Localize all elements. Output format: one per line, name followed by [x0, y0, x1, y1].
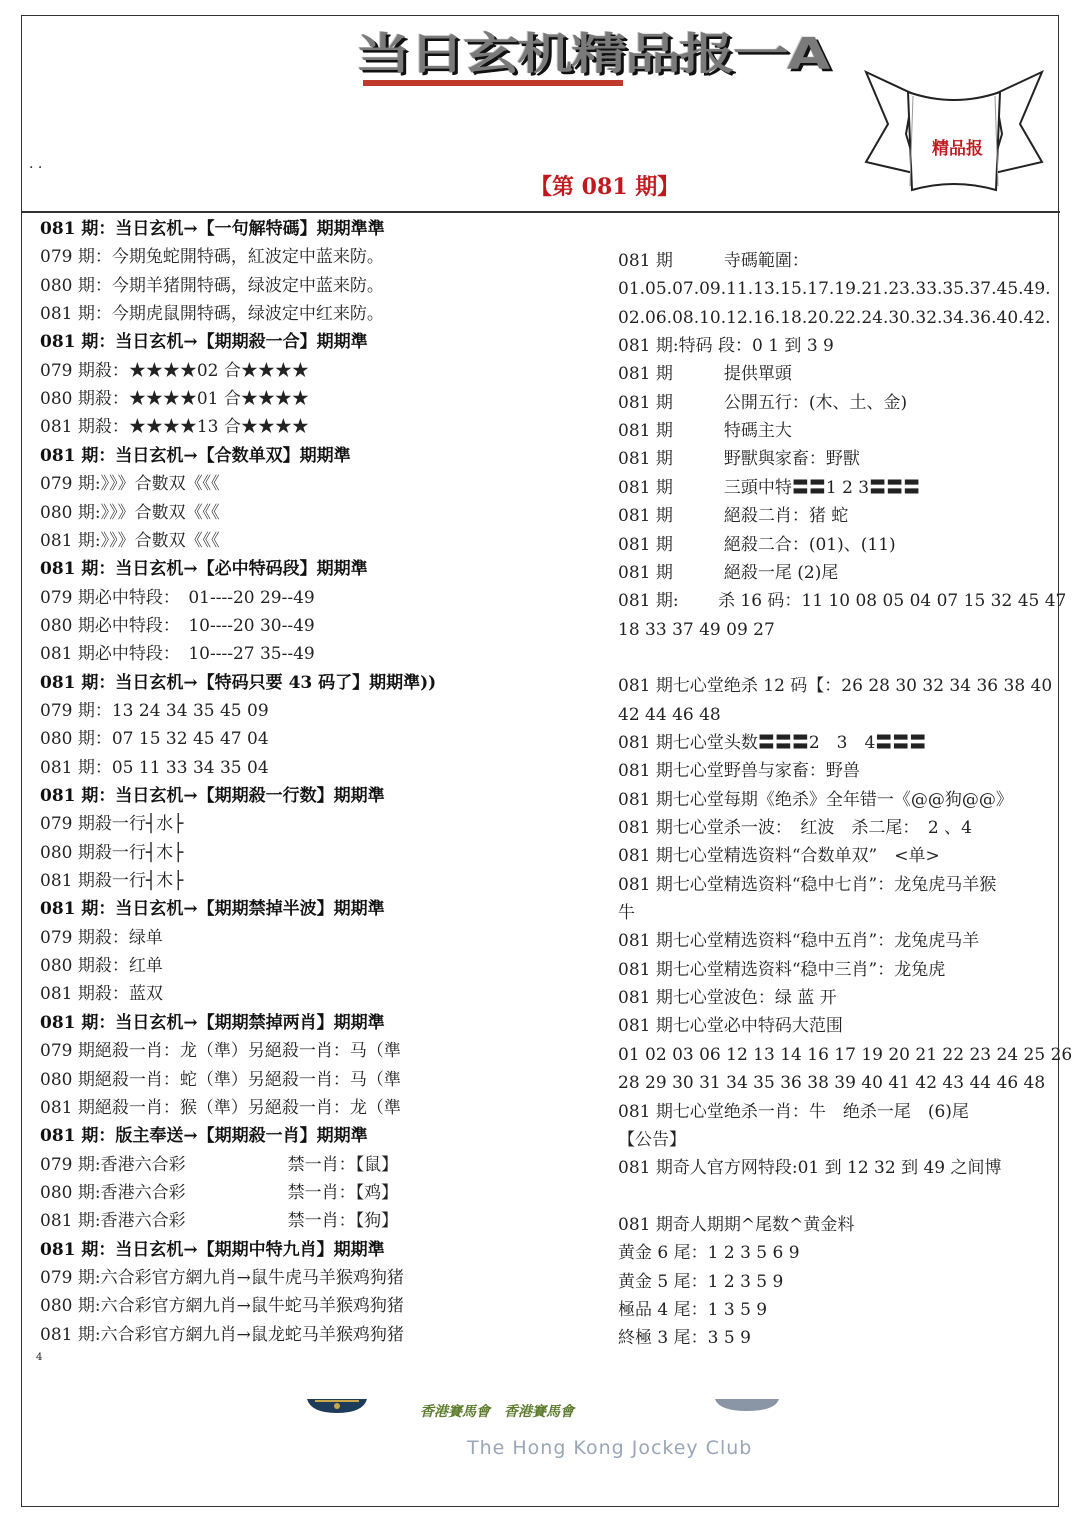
list-item: 牛 — [618, 903, 635, 924]
list-item: 080 期：07 15 32 45 47 04 — [40, 729, 269, 750]
list-item: 黄金 6 尾：1 2 3 5 6 9 — [618, 1243, 800, 1264]
list-item: 079 期:》》》合數双《《《 — [40, 474, 220, 495]
list-item: 081 期:六合彩官方網九肖→鼠龙蛇马羊猴鸡狗猪 — [40, 1324, 404, 1345]
list-item: 081 期殺：★★★★13 合★★★★ — [40, 417, 309, 438]
list-item: 081 期 野獸與家畜：野獸 — [618, 449, 860, 470]
page-title: 当日玄机精品报一A — [355, 29, 829, 81]
list-item: 079 期殺：绿单 — [40, 927, 163, 948]
list-item: 終極 3 尾：3 5 9 — [618, 1328, 751, 1349]
list-item: 081 期七心堂精选资料“稳中五肖”：龙兔虎马羊 — [618, 931, 980, 952]
jockey-club-logo-left-icon — [305, 1397, 369, 1415]
list-item: 黄金 5 尾：1 2 3 5 9 — [618, 1271, 784, 1292]
list-item: 081 期七心堂精选资料“稳中七肖”：龙兔虎马羊猴 — [618, 874, 997, 895]
list-item: 080 期殺：★★★★01 合★★★★ — [40, 389, 309, 410]
list-item: 081 期必中特段： 10----27 35--49 — [40, 644, 315, 665]
list-item: 081 期: 杀 16 码：11 10 08 05 04 07 15 32 45 47 — [618, 591, 1067, 612]
footer-english-name: The Hong Kong Jockey Club — [467, 1437, 753, 1459]
list-item: 081 期：05 11 33 34 35 04 — [40, 757, 269, 778]
list-item: 081 期殺：蓝双 — [40, 984, 163, 1005]
list-item: 080 期：今期羊猪開特碼，绿波定中蓝来防。 — [40, 275, 384, 296]
section-heading: 081 期：当日玄机→【期期禁掉两肖】期期準 — [40, 1012, 385, 1033]
list-item: 079 期絕殺一肖：龙（準）另絕殺一肖：马（準 — [40, 1041, 401, 1062]
title-underline — [363, 80, 623, 86]
list-item: 081 期：今期虎鼠開特碼，绿波定中红来防。 — [40, 304, 384, 325]
list-item: 081 期七心堂头数〓〓〓2 3 4〓〓〓 — [618, 732, 927, 753]
list-item: 079 期殺：★★★★02 合★★★★ — [40, 360, 309, 381]
list-item: 081 期絕殺一肖：猴（準）另絕殺一肖：龙（準 — [40, 1097, 401, 1118]
list-item: 01 02 03 06 12 13 14 16 17 19 20 21 22 23 24 25 26 — [618, 1044, 1073, 1065]
issue-number: 【第 081 期】 — [530, 174, 680, 200]
list-item: 081 期 絕殺二肖：猪 蛇 — [618, 506, 849, 527]
list-item: 080 期殺一行┤木├ — [40, 842, 184, 863]
list-item: 079 期：今期兔蛇開特碼，紅波定中蓝来防。 — [40, 247, 384, 268]
list-item: 081 期七心堂杀一波： 红波 杀二尾： 2 、4 — [618, 818, 972, 838]
list-item: 02.06.08.10.12.16.18.20.22.24.30.32.34.36.40.42. — [618, 307, 1051, 328]
list-item: 081 期殺一行┤木├ — [40, 871, 184, 892]
list-item: 01.05.07.09.11.13.15.17.19.21.23.33.35.37.45.49. — [618, 279, 1051, 300]
badge-label: 精品报 — [932, 139, 983, 159]
list-item: 081 期七心堂野兽与家畜：野兽 — [618, 761, 860, 782]
section-heading: 081 期：当日玄机→【必中特码段】期期準 — [40, 559, 368, 580]
list-item: 080 期:香港六合彩 禁一肖：【鸡】 — [40, 1182, 399, 1203]
section-heading: 081 期：当日玄机→【期期中特九肖】期期準 — [40, 1239, 385, 1260]
list-item: 081 期:特码 段：0 1 到 3 9 — [618, 336, 834, 357]
list-item: 081 期 提供單頭 — [618, 364, 792, 385]
list-item: 079 期:六合彩官方網九肖→鼠牛虎马羊猴鸡狗猪 — [40, 1267, 404, 1288]
section-heading: 081 期：当日玄机→【期期殺一行数】期期準 — [40, 786, 385, 806]
list-item: 081 期七心堂每期《绝杀》全年错一《@@狗@@》 — [618, 789, 1013, 810]
list-item: 081 期七心堂绝杀 12 码【：26 28 30 32 34 36 38 40 — [618, 676, 1053, 697]
list-item: 081 期七心堂精选资料“稳中三肖”：龙兔虎 — [618, 959, 946, 980]
list-item: 081 期 特碼主大 — [618, 421, 792, 442]
list-item: 081 期 絕殺一尾 (2)尾 — [618, 562, 839, 583]
list-item: 081 期奇人官方网特段:01 到 12 32 到 49 之间博 — [618, 1158, 1002, 1179]
list-item: 079 期:香港六合彩 禁一肖：【鼠】 — [40, 1154, 399, 1175]
section-heading: 081 期：当日玄机→【合数单双】期期準 — [40, 445, 351, 466]
list-item: 081 期奇人期期^尾数^黄金料 — [618, 1214, 855, 1235]
list-item: 081 期:香港六合彩 禁一肖：【狗】 — [40, 1211, 399, 1232]
section-heading: 081 期：当日玄机→【期期禁掉半波】期期準 — [40, 899, 385, 920]
list-item: 079 期必中特段： 01----20 29--49 — [40, 587, 315, 608]
section-heading: 081 期：当日玄机→【特码只要 43 码了】期期準)) — [40, 672, 437, 693]
list-item: 081 期 公開五行：(木、土、金) — [618, 392, 908, 413]
list-item: 081 期七心堂波色：绿 蓝 开 — [618, 988, 837, 1009]
section-heading: 081 期：当日玄机→【一句解特碼】期期準準 — [40, 219, 385, 239]
list-item: 080 期:六合彩官方網九肖→鼠牛蛇马羊猴鸡狗猪 — [40, 1296, 404, 1317]
list-item: 080 期絕殺一肖：蛇（準）另絕殺一肖：马（準 — [40, 1069, 401, 1090]
list-item: 42 44 46 48 — [618, 704, 721, 725]
jockey-club-logo-right-icon — [713, 1397, 781, 1413]
list-item: 079 期：13 24 34 35 45 09 — [40, 700, 269, 721]
list-item: 081 期七心堂必中特码大范围 — [618, 1016, 843, 1037]
list-item: 18 33 37 49 09 27 — [618, 619, 775, 640]
list-item: 【公告】 — [618, 1129, 686, 1150]
list-item: 081 期七心堂绝杀一肖：牛 绝杀一尾 (6)尾 — [618, 1101, 969, 1122]
dots-mark: · · — [29, 160, 43, 176]
list-item: 28 29 30 31 34 35 36 38 39 40 41 42 43 44 46 48 — [618, 1073, 1046, 1094]
list-item: 極品 4 尾：1 3 5 9 — [618, 1299, 768, 1320]
section-heading: 081 期：版主奉送→【期期殺一肖】期期準 — [40, 1126, 368, 1147]
list-item: 080 期殺：红单 — [40, 956, 163, 977]
list-item: 081 期 寺碼範圍： — [618, 251, 809, 271]
list-item: 081 期七心堂精选资料“合数单双” <单> — [618, 846, 940, 867]
list-item: 079 期殺一行┤水├ — [40, 814, 184, 835]
header-divider — [21, 211, 1060, 213]
section-heading: 081 期：当日玄机→【期期殺一合】期期準 — [40, 332, 368, 353]
scan-mark: 4 — [36, 1352, 43, 1363]
list-item: 081 期 三頭中特〓〓1 2 3〓〓〓 — [618, 477, 921, 498]
list-item: 080 期必中特段： 10----20 30--49 — [40, 615, 315, 636]
list-item: 081 期 絕殺二合：(01)、(11) — [618, 534, 896, 555]
title-banner — [355, 20, 865, 92]
list-item: 081 期:》》》合數双《《《 — [40, 530, 220, 551]
footer-chinese-name: 香港賽馬會 香港賽馬會 — [420, 1404, 574, 1420]
ribbon-badge-icon — [858, 62, 1050, 202]
list-item: 080 期:》》》合數双《《《 — [40, 502, 220, 523]
